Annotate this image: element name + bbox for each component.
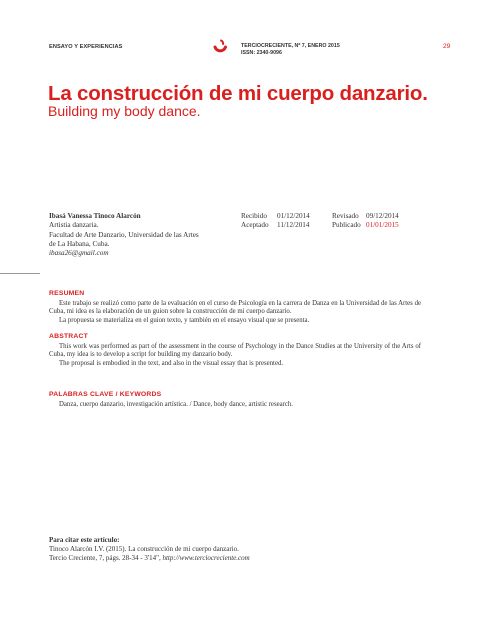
journal-info bbox=[241, 43, 340, 57]
section-label: ENSAYO Y EXPERIENCIAS bbox=[49, 44, 123, 50]
author-email[interactable]: ibasa26@gmail.com bbox=[49, 249, 109, 258]
dates-block bbox=[241, 212, 399, 231]
revised-label: Revisado bbox=[332, 212, 359, 220]
abstract-heading: ABSTRACT bbox=[49, 333, 88, 340]
margin-divider bbox=[0, 273, 40, 274]
abstract-paragraph-2: The proposal is embodied in the text, and also in the visual essay that is presented. bbox=[59, 359, 284, 367]
accepted-date: 11/12/2014 bbox=[277, 221, 310, 230]
published-date: 01/01/2015 bbox=[366, 221, 399, 230]
abstract-paragraph-1: This work was performed as part of the assessment in the course of Psychology in the Dance Studies at the University of the Arts of Cuba, my idea is to develop a script for building my danzario body. bbox=[49, 342, 421, 359]
author-affiliation-1: Facultad de Arte Danzario, Universidad de las Artes bbox=[49, 230, 199, 239]
citation-line-1: Tinoco Alarcón I.V. (2015). La construcción de mi cuerpo danzario. bbox=[49, 545, 239, 554]
citation-line-2 bbox=[49, 554, 429, 563]
published-label: Publicado bbox=[332, 221, 361, 230]
keywords-heading: PALABRAS CLAVE / KEYWORDS bbox=[49, 391, 162, 398]
received-date: 01/12/2014 bbox=[277, 212, 310, 220]
article-subtitle: Building my body dance. bbox=[48, 103, 201, 119]
dates-row-1 bbox=[241, 212, 399, 221]
citation-label: Para citar este artículo: bbox=[49, 536, 120, 544]
resumen-paragraph-1: Este trabajo se realizó como parte de la evaluación en el curso de Psicología en la carrera de Danza en la Universidad de las Artes de Cuba, mi idea es la elaboración de un guion sobre la construcción de mi cuerpo danzario. bbox=[49, 299, 421, 316]
citation-url-link[interactable]: http://www.terciocreciente.com bbox=[162, 554, 250, 563]
citation-source: Tercio Creciente, 7, págs. 28-34 - 3'14", bbox=[49, 554, 163, 563]
article-title: La construcción de mi cuerpo danzario. bbox=[48, 82, 428, 105]
author-affiliation-2: de La Habana, Cuba. bbox=[49, 239, 110, 248]
resumen-heading: RESUMEN bbox=[49, 290, 85, 297]
dates-row-2 bbox=[241, 221, 399, 230]
citation-block bbox=[49, 536, 429, 564]
abstract-section bbox=[49, 333, 421, 368]
received-label: Recibido bbox=[241, 212, 267, 220]
resumen-paragraph-2: La propuesta se materializa en el guion texto, y también en el ensayo visual que se presenta. bbox=[59, 316, 310, 324]
author-role: Artistia danzaria. bbox=[49, 221, 99, 230]
resumen-section bbox=[49, 290, 421, 325]
author-name: Ibasá Vanessa Tinoco Alarcón bbox=[49, 212, 141, 220]
revised-date: 09/12/2014 bbox=[366, 212, 399, 220]
accepted-label: Aceptado bbox=[241, 221, 269, 230]
keywords-text: Danza, cuerpo danzario, investigación artística. / Dance, body dance, artistic research. bbox=[59, 400, 294, 408]
keywords-section bbox=[49, 391, 421, 409]
journal-logo-icon bbox=[212, 38, 228, 54]
journal-issue: TERCIOCRECIENTE, Nº 7, ENERO 2015 bbox=[241, 43, 340, 49]
page-number: 29 bbox=[443, 43, 451, 50]
author-block bbox=[49, 212, 239, 258]
journal-issn: ISSN: 2340-9096 bbox=[241, 50, 282, 56]
